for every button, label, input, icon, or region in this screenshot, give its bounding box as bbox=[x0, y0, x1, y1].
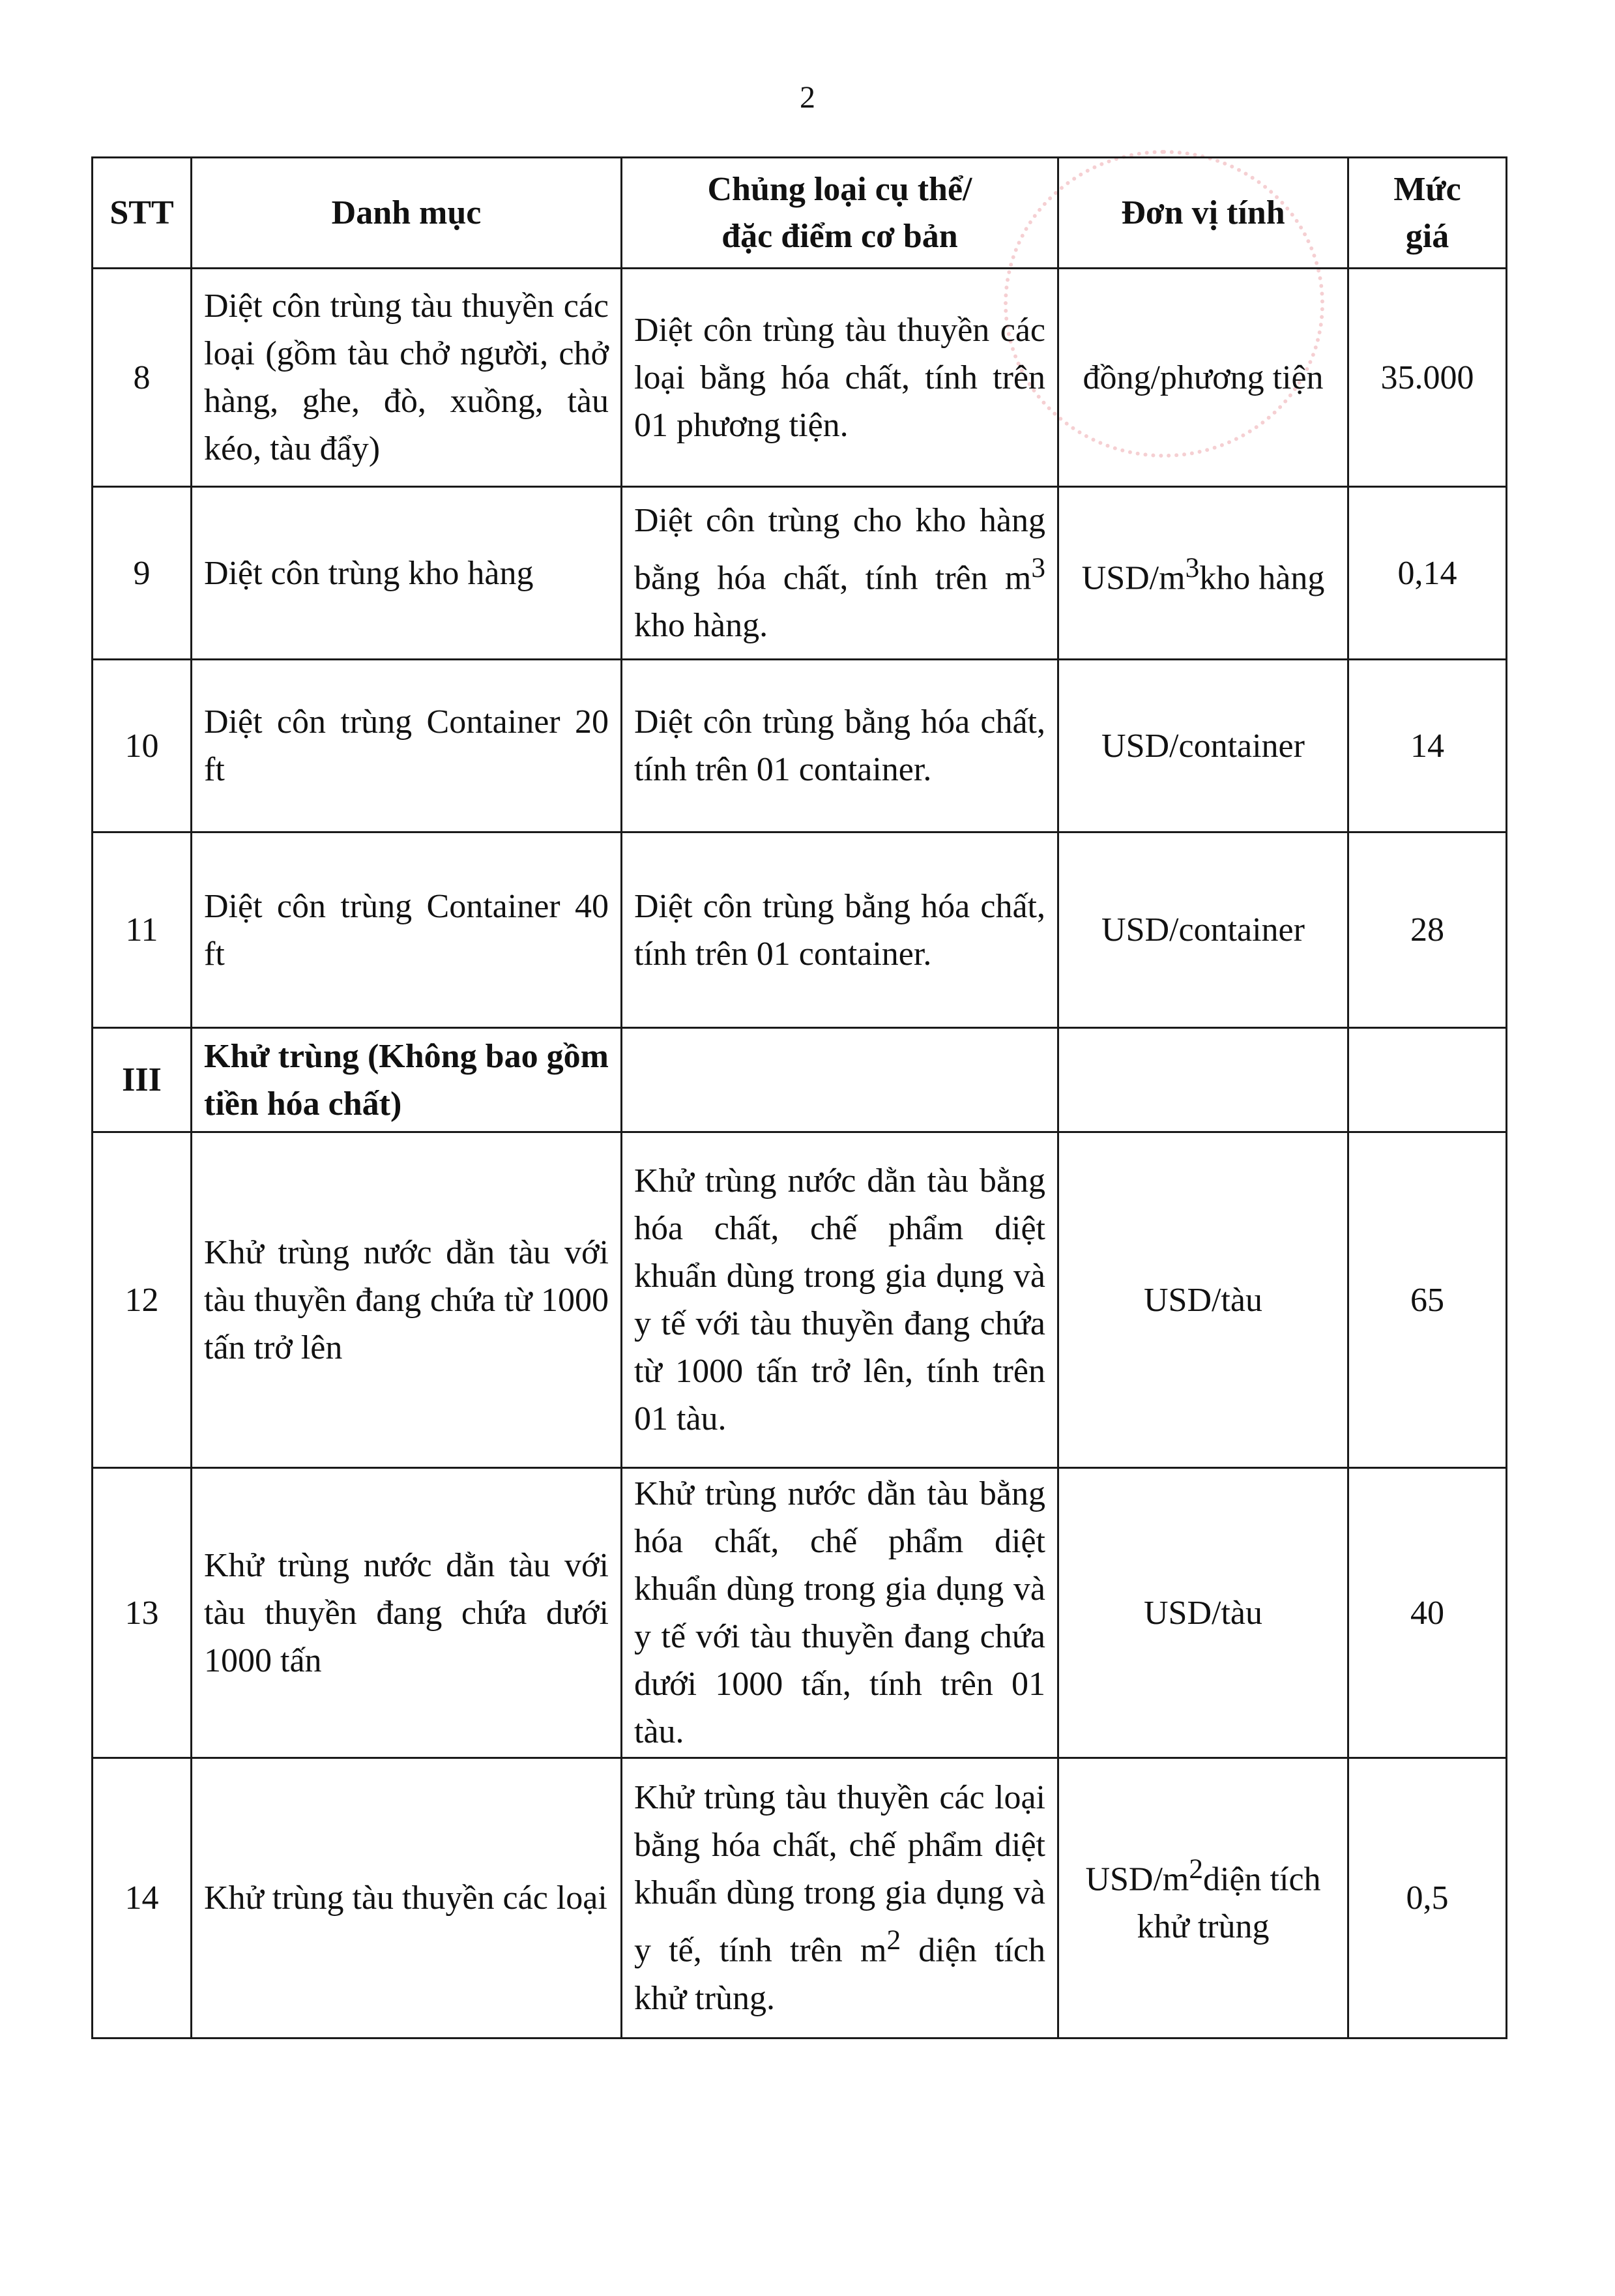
row-price: 0,5 bbox=[1348, 1758, 1507, 2038]
unit-superscript: 3 bbox=[1185, 552, 1200, 583]
header-stt: STT bbox=[93, 158, 192, 269]
row-detail: Diệt côn trùng bằng hóa chất, tính trên 01 container. bbox=[622, 660, 1058, 832]
row-price: 14 bbox=[1348, 660, 1507, 832]
row-detail: Diệt côn trùng tàu thuyền các loại bằng hóa chất, tính trên 01 phương tiện. bbox=[622, 269, 1058, 487]
table-row bbox=[93, 1468, 1507, 1758]
row-detail: Khử trùng nước dằn tàu bằng hóa chất, chế phẩm diệt khuẩn dùng trong gia dụng và y tế với tàu thuyền đang chứa từ 1000 tấn trở lên, tính trên 01 tàu. bbox=[622, 1132, 1058, 1468]
section-row bbox=[93, 1028, 1507, 1132]
row-price: 0,14 bbox=[1348, 487, 1507, 660]
row-price: 35.000 bbox=[1348, 269, 1507, 487]
row-price: 28 bbox=[1348, 832, 1507, 1028]
row-unit-empty bbox=[1058, 1028, 1348, 1132]
row-unit bbox=[1058, 487, 1348, 660]
table-row bbox=[93, 1132, 1507, 1468]
header-price bbox=[1348, 158, 1507, 269]
row-unit: USD/tàu bbox=[1058, 1468, 1348, 1758]
row-name: Khử trùng nước dằn tàu với tàu thuyền đang chứa dưới 1000 tấn bbox=[192, 1468, 622, 1758]
header-unit: Đơn vị tính bbox=[1058, 158, 1348, 269]
header-price-line2: giá bbox=[1405, 217, 1449, 255]
row-detail: Khử trùng nước dằn tàu bằng hóa chất, chế phẩm diệt khuẩn dùng trong gia dụng và y tế với tàu thuyền đang chứa dưới 1000 tấn, tính trên 01 tàu. bbox=[622, 1468, 1058, 1758]
row-detail bbox=[622, 1758, 1058, 2038]
header-name: Danh mục bbox=[192, 158, 622, 269]
row-stt: 11 bbox=[93, 832, 192, 1028]
detail-superscript: 3 bbox=[1031, 552, 1045, 583]
row-stt: 13 bbox=[93, 1468, 192, 1758]
page-number: 2 bbox=[800, 80, 815, 115]
price-table bbox=[91, 156, 1507, 2039]
row-name: Khử trùng tàu thuyền các loại bbox=[192, 1758, 622, 2038]
table-row bbox=[93, 1758, 1507, 2038]
row-stt: 8 bbox=[93, 269, 192, 487]
row-name: Khử trùng nước dằn tàu với tàu thuyền đang chứa từ 1000 tấn trở lên bbox=[192, 1132, 622, 1468]
detail-text: Khử trùng tàu thuyền các loại bằng hóa chất, chế phẩm diệt khuẩn dùng trong gia dụng và y tế, tính trên m bbox=[634, 1779, 1045, 1969]
table-header-row bbox=[93, 158, 1507, 269]
row-unit: USD/container bbox=[1058, 660, 1348, 832]
row-price: 65 bbox=[1348, 1132, 1507, 1468]
table-row bbox=[93, 269, 1507, 487]
row-unit: đồng/phương tiện bbox=[1058, 269, 1348, 487]
row-unit: USD/container bbox=[1058, 832, 1348, 1028]
row-stt: 12 bbox=[93, 1132, 192, 1468]
row-stt: 14 bbox=[93, 1758, 192, 2038]
row-name: Diệt côn trùng Container 40 ft bbox=[192, 832, 622, 1028]
row-name: Diệt côn trùng Container 20 ft bbox=[192, 660, 622, 832]
row-stt: 10 bbox=[93, 660, 192, 832]
unit-text: USD/m bbox=[1081, 559, 1186, 597]
detail-text-end: diện tích khử trùng. bbox=[634, 1932, 1045, 2017]
row-price: 40 bbox=[1348, 1468, 1507, 1758]
detail-text-end: kho hàng. bbox=[634, 607, 768, 645]
section-number: III bbox=[93, 1028, 192, 1132]
header-detail-line1: Chủng loại cụ thể/ bbox=[707, 170, 972, 208]
unit-text-end: kho hàng bbox=[1199, 559, 1325, 597]
unit-text: USD/m bbox=[1085, 1861, 1189, 1898]
row-detail-empty bbox=[622, 1028, 1058, 1132]
section-title: Khử trùng (Không bao gồm tiền hóa chất) bbox=[192, 1028, 622, 1132]
row-detail: Diệt côn trùng bằng hóa chất, tính trên 01 container. bbox=[622, 832, 1058, 1028]
row-name: Diệt côn trùng kho hàng bbox=[192, 487, 622, 660]
row-detail bbox=[622, 487, 1058, 660]
row-price-empty bbox=[1348, 1028, 1507, 1132]
table-row bbox=[93, 487, 1507, 660]
header-price-line1: Mức bbox=[1393, 170, 1461, 208]
detail-text: Diệt côn trùng cho kho hàng bằng hóa chất, tính trên m bbox=[634, 501, 1045, 597]
unit-text-end: diện tích khử trùng bbox=[1137, 1861, 1321, 1946]
table-row bbox=[93, 660, 1507, 832]
row-unit: USD/tàu bbox=[1058, 1132, 1348, 1468]
row-name: Diệt côn trùng tàu thuyền các loại (gồm tàu chở người, chở hàng, ghe, đò, xuồng, tàu kéo, tàu đẩy) bbox=[192, 269, 622, 487]
row-unit bbox=[1058, 1758, 1348, 2038]
detail-superscript: 2 bbox=[886, 1924, 901, 1956]
header-detail-line2: đặc điểm cơ bản bbox=[721, 217, 958, 255]
unit-superscript: 2 bbox=[1189, 1853, 1204, 1885]
header-detail bbox=[622, 158, 1058, 269]
table-row bbox=[93, 832, 1507, 1028]
row-stt: 9 bbox=[93, 487, 192, 660]
